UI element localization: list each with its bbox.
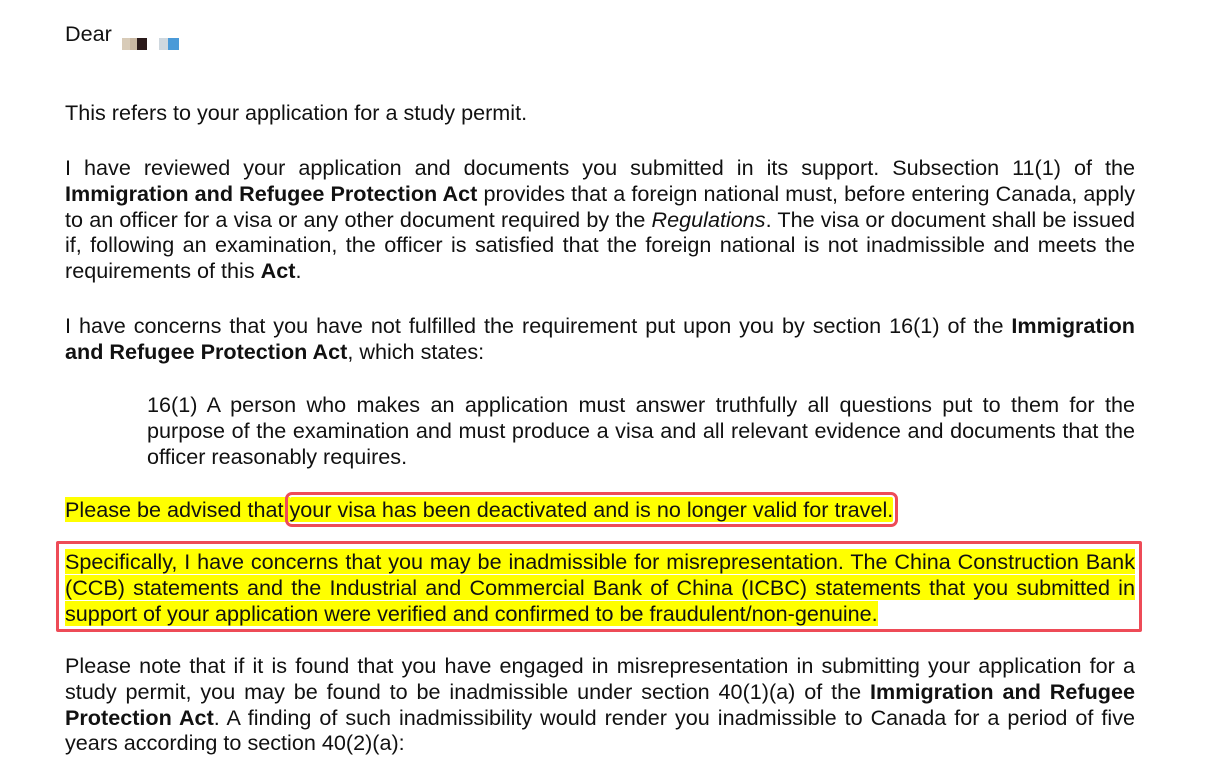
- salutation-text: Dear: [65, 21, 112, 46]
- intro-paragraph: This refers to your application for a study permit.: [65, 100, 528, 125]
- act-name: Immigration and Refugee Protection Act: [65, 180, 478, 206]
- advised-highlight-text: Please be advised that: [65, 497, 290, 522]
- review-text-2: provides that a foreign national must, before entering Canada, apply to an officer for a visa or any other document required by the: [65, 180, 1135, 232]
- salutation: [65, 21, 1135, 47]
- act-short: Act: [260, 258, 296, 284]
- regulations-term: Regulations: [651, 206, 766, 232]
- act-name: Immigration and Refugee Protection Act: [65, 678, 1135, 730]
- concerns-text-1: I have concerns that you have not fulfilled the requirement put upon you by section 16(1) of the: [65, 313, 1012, 338]
- advised-paragraph: [65, 497, 1135, 523]
- note-text-1: Please note that if it is found that you have engaged in misrepresentation in submitting your application for a study permit, you may be found to be inadmissible under section 40(1)(a) of the: [65, 653, 1135, 704]
- redacted-name: [122, 29, 179, 45]
- quoted-section-16-1: 16(1) A person who makes an application must answer truthfully all questions put to them for the purpose of the examination and must produce a visa and all relevant evidence and documents that the officer reasonably requires.: [147, 392, 1135, 469]
- note-text-2: . A finding of such inadmissibility would render you inadmissible to Canada for a period of five years according to section 40(2)(a):: [65, 704, 1135, 756]
- review-text-3: . The visa or document shall be issued if, following an examination, the officer is satisfied that the foreign national is not inadmissible and meets the requirements of this: [65, 206, 1135, 284]
- red-annotation-box: [56, 541, 1142, 632]
- review-text-1: I have reviewed your application and documents you submitted in its support. Subsection 11(1) of the: [65, 155, 1135, 180]
- concerns-paragraph: [65, 313, 1135, 365]
- visa-deactivated-boxed-text: your visa has been deactivated and is no longer valid for travel.: [289, 497, 894, 522]
- review-text-4: .: [295, 258, 302, 284]
- review-paragraph: [65, 155, 1135, 284]
- note-paragraph: [65, 653, 1135, 756]
- misrepresentation-highlight-text: Specifically, I have concerns that you may be inadmissible for misrepresentation. The China Construction Bank (CCB) statements and the Industrial and Commercial Bank of China (ICBC) statements that you submitted in support of your application were verified and confirmed to be fraudulent/non-genuine.: [65, 549, 1135, 626]
- act-name: Immigration and Refugee Protection Act: [65, 313, 1135, 364]
- concerns-text-2: , which states:: [347, 338, 485, 364]
